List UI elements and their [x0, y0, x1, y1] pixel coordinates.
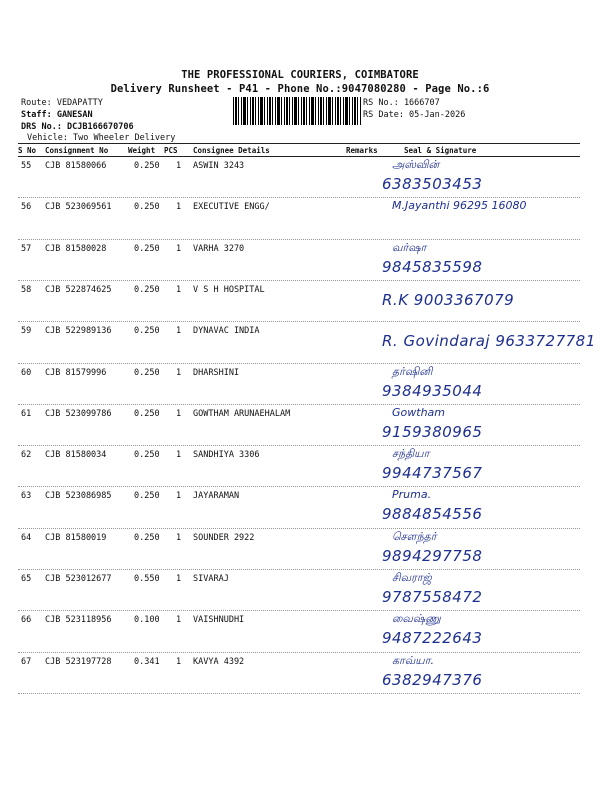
row-separator	[18, 652, 580, 653]
row-pcs: 1	[176, 326, 182, 337]
row-weight: 0.250	[134, 450, 160, 461]
row-consignee-details: DHARSHINI	[193, 367, 240, 378]
row-sno: 61	[21, 408, 32, 419]
signature-phone: 6382947376	[382, 670, 483, 689]
rs-date: RS Date: 05-Jan-2026	[363, 110, 466, 120]
col-weight: Weight	[128, 146, 156, 155]
row-pcs: 1	[176, 367, 182, 378]
row-pcs: 1	[176, 574, 182, 584]
row-separator	[18, 404, 580, 405]
row-consignee-details: ASWIN 3243	[193, 161, 245, 171]
row-separator	[18, 363, 580, 364]
row-sno: 59	[21, 326, 32, 337]
row-separator	[18, 321, 580, 322]
col-remarks: Remarks	[346, 146, 378, 155]
row-consignment-no: CJB 81580034	[45, 450, 107, 461]
row-pcs: 1	[176, 243, 182, 254]
row-consignee-details: VAISHNUDHI	[193, 615, 245, 626]
row-consignee-details: JAYARAMAN	[193, 491, 240, 502]
runsheet-subtitle: Delivery Runsheet - P41 - Phone No.:9047080280 - Page No.:6	[110, 83, 490, 95]
row-separator	[18, 280, 580, 281]
row-separator	[18, 610, 580, 611]
row-consignment-no: CJB 81580028	[45, 243, 107, 254]
signature-phone: 9944737567	[382, 464, 483, 483]
signature-name: அஸ்வின்	[392, 158, 440, 171]
row-sno: 55	[21, 161, 32, 171]
route-label: Route: VEDAPATTY	[21, 98, 103, 108]
signature-name: தர்ஷினி	[392, 364, 433, 378]
signature-phone: R.K 9003367079	[382, 290, 515, 309]
row-separator	[18, 528, 580, 529]
row-sno: 57	[21, 243, 32, 254]
row-consignee-details: GOWTHAM ARUNAEHALAM	[193, 408, 291, 419]
row-consignment-no: CJB 523099786	[45, 408, 112, 419]
row-pcs: 1	[176, 491, 182, 502]
row-consignment-no: CJB 523197728	[45, 656, 112, 667]
company-title: THE PROFESSIONAL COURIERS, COIMBATORE	[181, 69, 419, 81]
signature-name: காவ்யா.	[392, 653, 434, 667]
signature-name: வர்ஷா	[392, 240, 427, 254]
col-consignment: Consignment No	[45, 146, 109, 155]
row-pcs: 1	[176, 450, 182, 461]
signature-name: சிவராஜ்	[392, 571, 432, 584]
row-consignment-no: CJB 522989136	[45, 326, 112, 337]
signature-phone: 9894297758	[382, 546, 483, 565]
row-consignee-details: EXECUTIVE ENGG/	[193, 202, 270, 213]
row-weight: 0.250	[134, 491, 160, 502]
signature-phone: 9787558472	[382, 588, 483, 606]
signature-phone: 9845835598	[382, 257, 483, 276]
row-sno: 64	[21, 532, 32, 543]
row-pcs: 1	[176, 532, 182, 543]
staff-label: Staff: GANESAN	[21, 110, 93, 120]
signature-phone: 9487222643	[382, 629, 483, 648]
row-consignee-details: SOUNDER 2922	[193, 532, 255, 543]
signature-phone: 6383503453	[382, 175, 483, 193]
row-sno: 62	[21, 450, 32, 461]
col-seal: Seal & Signature	[404, 146, 477, 155]
signature-phone: 9159380965	[382, 422, 483, 441]
row-weight: 0.250	[134, 161, 160, 171]
row-weight: 0.250	[134, 326, 160, 337]
row-consignment-no: CJB 522874625	[45, 284, 112, 295]
col-details: Consignee Details	[193, 146, 270, 155]
row-consignment-no: CJB 81580019	[45, 532, 107, 543]
drs-label: DRS No.: DCJB166670706	[21, 122, 134, 132]
row-weight: 0.341	[134, 656, 160, 667]
row-separator	[18, 445, 580, 446]
row-sno: 65	[21, 574, 32, 584]
col-pcs: PCS	[164, 146, 178, 155]
row-separator	[18, 197, 580, 198]
row-weight: 0.250	[134, 284, 160, 295]
vehicle-label: Vehicle: Two Wheeler Delivery	[27, 133, 176, 143]
row-pcs: 1	[176, 202, 182, 213]
row-sno: 63	[21, 491, 32, 502]
barcode-image	[233, 97, 361, 125]
row-consignee-details: VARHA 3270	[193, 243, 245, 254]
row-sno: 58	[21, 284, 32, 295]
row-consignment-no: CJB 523086985	[45, 491, 112, 502]
row-weight: 0.250	[134, 532, 160, 543]
row-consignee-details: SIVARAJ	[193, 574, 229, 584]
row-pcs: 1	[176, 615, 182, 626]
row-separator	[18, 239, 580, 240]
header-bottom-rule	[18, 156, 580, 157]
row-pcs: 1	[176, 656, 182, 667]
row-consignee-details: DYNAVAC INDIA	[193, 326, 260, 337]
col-sno: S No	[18, 146, 37, 155]
row-separator	[18, 693, 580, 694]
row-pcs: 1	[176, 408, 182, 419]
row-consignment-no: CJB 523118956	[45, 615, 112, 626]
signature-name: Pruma.	[392, 488, 432, 502]
signature-name: Gowtham	[392, 405, 445, 419]
row-weight: 0.250	[134, 243, 160, 254]
row-pcs: 1	[176, 161, 182, 171]
signature-phone: 9884854556	[382, 505, 483, 524]
signature-phone: R. Govindaraj 9633727781	[382, 332, 596, 351]
row-consignment-no: CJB 523069561	[45, 202, 112, 213]
row-sno: 66	[21, 615, 32, 626]
row-separator	[18, 569, 580, 570]
row-consignment-no: CJB 81580066	[45, 161, 107, 171]
row-consignment-no: CJB 81579996	[45, 367, 107, 378]
row-consignment-no: CJB 523012677	[45, 574, 112, 584]
row-consignee-details: V S H HOSPITAL	[193, 284, 265, 295]
row-weight: 0.100	[134, 615, 160, 626]
signature-name: சந்தியா	[392, 447, 430, 461]
signature-name: M.Jayanthi 96295 16080	[392, 199, 527, 213]
row-consignee-details: SANDHIYA 3306	[193, 450, 260, 461]
row-sno: 67	[21, 656, 32, 667]
header-top-rule	[18, 143, 580, 144]
row-separator	[18, 486, 580, 487]
row-consignee-details: KAVYA 4392	[193, 656, 245, 667]
row-weight: 0.250	[134, 408, 160, 419]
row-weight: 0.550	[134, 574, 160, 584]
signature-name: வைஷ்ணு	[392, 612, 441, 626]
row-pcs: 1	[176, 284, 182, 295]
row-weight: 0.250	[134, 367, 160, 378]
rs-number: RS No.: 1666707	[363, 98, 440, 108]
row-sno: 60	[21, 367, 32, 378]
row-sno: 56	[21, 202, 32, 213]
signature-name: சௌந்தர்	[392, 529, 437, 543]
row-weight: 0.250	[134, 202, 160, 213]
signature-phone: 9384935044	[382, 381, 483, 400]
